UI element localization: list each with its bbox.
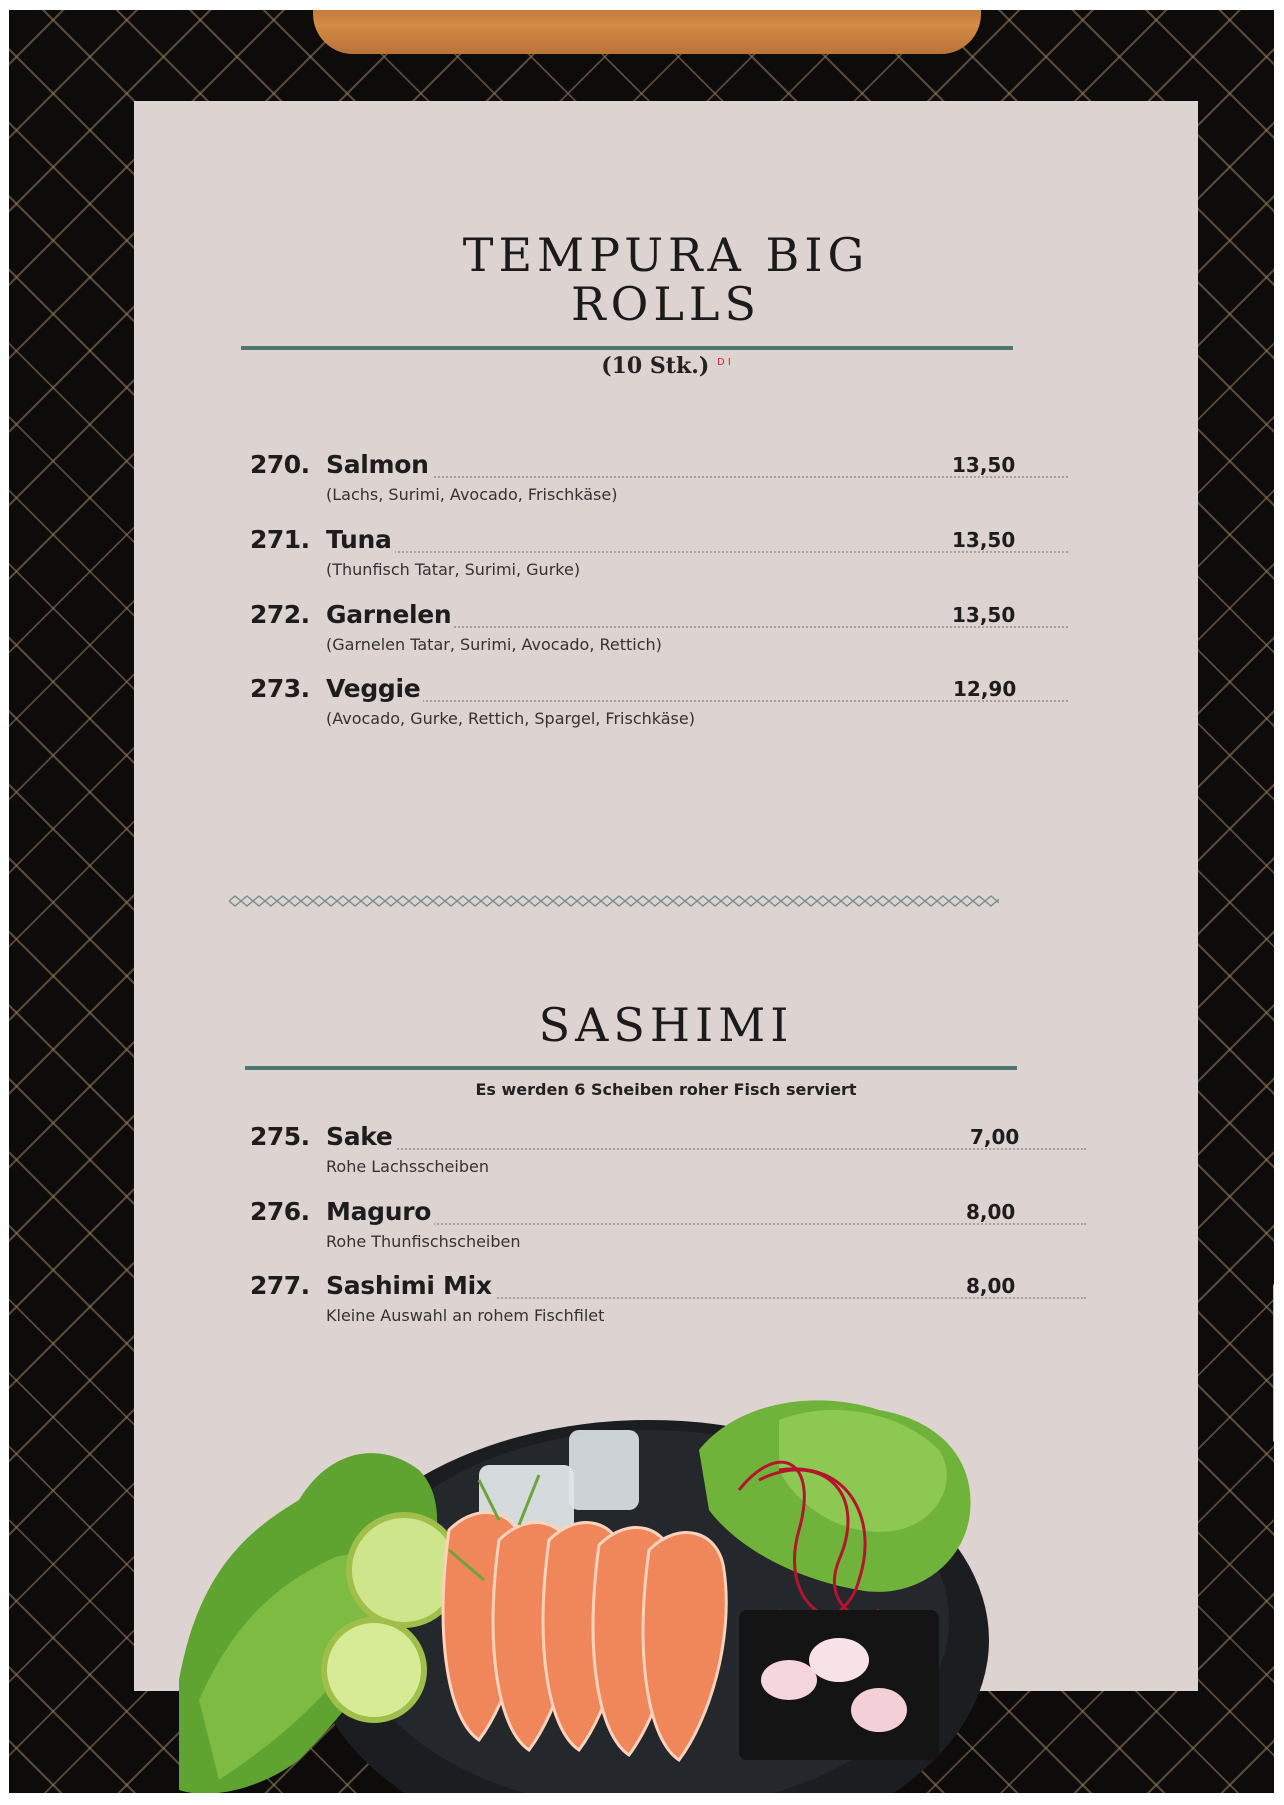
item-description: Rohe Lachsscheiben	[326, 1157, 489, 1176]
tempura-count: (10 Stk.)	[601, 353, 710, 379]
item-price: 13,50	[952, 453, 1016, 477]
item-name: Sashimi Mix	[326, 1271, 495, 1300]
item-name: Tuna	[326, 525, 395, 554]
item-description: (Avocado, Gurke, Rettich, Spargel, Frischkäse)	[326, 709, 695, 728]
menu-item[interactable]	[134, 525, 1198, 585]
tempura-section-title	[134, 228, 1198, 331]
item-description: (Thunfisch Tatar, Surimi, Gurke)	[326, 560, 581, 579]
item-number: 275.	[250, 1122, 310, 1151]
item-price: 12,90	[953, 677, 1017, 701]
tempura-count-line	[134, 353, 1198, 379]
item-description: (Garnelen Tatar, Surimi, Avocado, Rettich)	[326, 635, 662, 654]
sashimi-subtitle: Es werden 6 Scheiben roher Fisch serviert	[475, 1080, 857, 1099]
sashimi-section-title: SASHIMI	[538, 998, 794, 1052]
menu-item[interactable]	[134, 450, 1198, 510]
menu-item[interactable]	[134, 1122, 1198, 1182]
item-price: 7,00	[970, 1125, 1020, 1149]
tempura-title-rule	[241, 346, 1013, 350]
item-price: 8,00	[966, 1274, 1016, 1298]
item-price: 8,00	[966, 1200, 1016, 1224]
item-price: 13,50	[952, 528, 1016, 552]
menu-page-background	[9, 10, 1274, 1793]
scrollbar-thumb[interactable]	[1273, 1283, 1274, 1443]
item-name: Maguro	[326, 1197, 434, 1226]
menu-item[interactable]	[134, 600, 1198, 660]
item-description: Kleine Auswahl an rohem Fischfilet	[326, 1306, 605, 1325]
sashimi-title-rule	[245, 1066, 1017, 1070]
item-name: Sake	[326, 1122, 396, 1151]
item-price: 13,50	[952, 603, 1016, 627]
item-description: Rohe Thunfischscheiben	[326, 1232, 521, 1251]
section-divider	[229, 894, 999, 908]
item-description: (Lachs, Surimi, Avocado, Frischkäse)	[326, 485, 618, 504]
tempura-title-line2: ROLLS	[571, 277, 761, 331]
menu-item[interactable]	[134, 1197, 1198, 1257]
item-number: 277.	[250, 1271, 310, 1300]
menu-item[interactable]	[134, 1271, 1198, 1331]
allergen-note: D I	[716, 357, 731, 368]
item-name: Garnelen	[326, 600, 454, 629]
item-name: Salmon	[326, 450, 432, 479]
sashimi-platter-image	[179, 1380, 1099, 1793]
item-number: 276.	[250, 1197, 310, 1226]
item-number: 270.	[250, 450, 310, 479]
tempura-title-line1: TEMPURA BIG	[462, 228, 870, 282]
item-number: 273.	[250, 674, 310, 703]
item-name: Veggie	[326, 674, 423, 703]
item-number: 272.	[250, 600, 310, 629]
menu-item[interactable]	[134, 674, 1198, 734]
item-number: 271.	[250, 525, 310, 554]
top-banner-decoration	[313, 10, 981, 54]
